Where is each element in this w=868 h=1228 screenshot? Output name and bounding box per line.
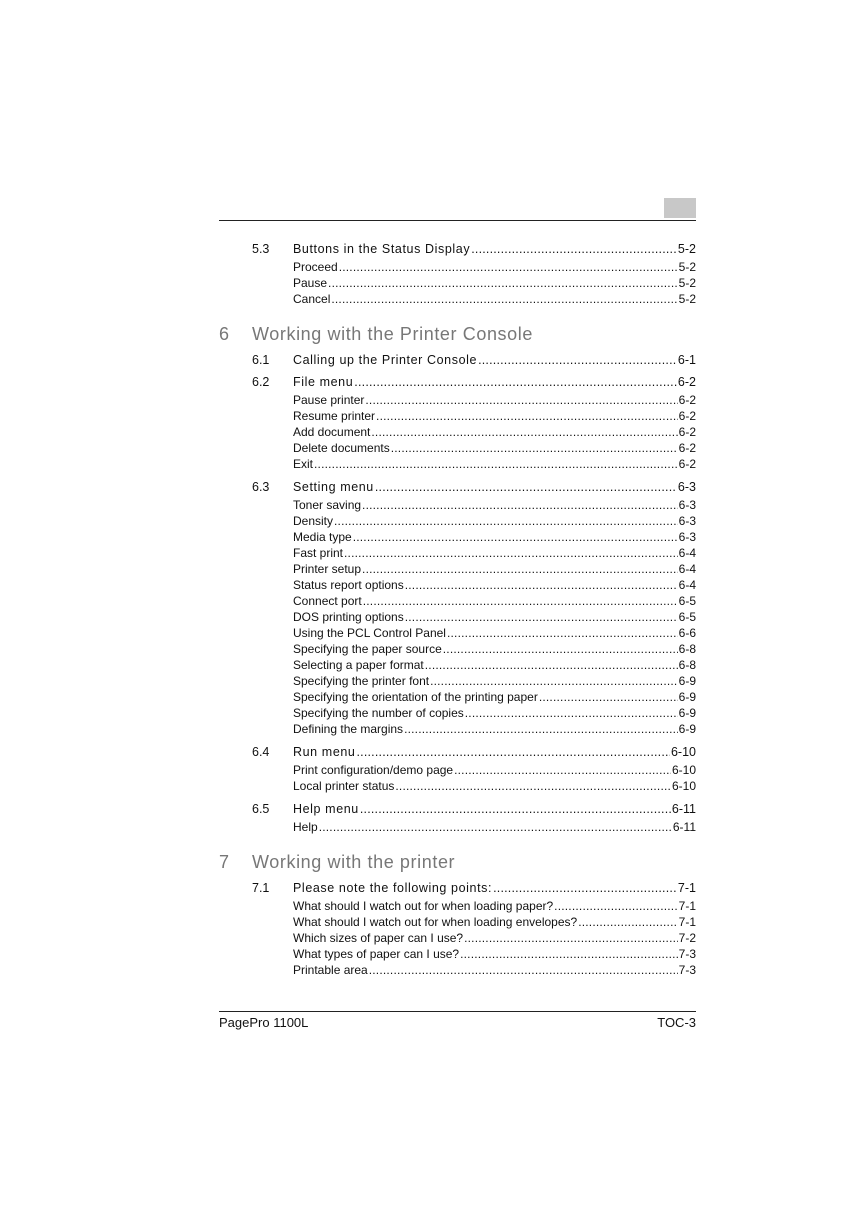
chapter-title: Working with the printer bbox=[252, 852, 456, 872]
toc-item[interactable] bbox=[219, 673, 696, 689]
toc-item[interactable] bbox=[219, 440, 696, 456]
toc-item[interactable] bbox=[219, 456, 696, 472]
leader-dots bbox=[344, 545, 678, 561]
item-title: Toner saving bbox=[293, 498, 362, 512]
page-number: 6-10 bbox=[670, 745, 696, 759]
leader-dots bbox=[369, 962, 678, 978]
page-number: 6-8 bbox=[678, 642, 696, 656]
leader-dots bbox=[339, 259, 678, 275]
page-number: 6-5 bbox=[678, 594, 696, 608]
leader-dots bbox=[391, 440, 678, 456]
item-title: Printer setup bbox=[293, 562, 362, 576]
toc-item[interactable] bbox=[219, 545, 696, 561]
toc-item[interactable] bbox=[219, 497, 696, 513]
leader-dots bbox=[478, 352, 677, 368]
item-title: Media type bbox=[293, 530, 352, 544]
item-title: Cancel bbox=[293, 292, 331, 306]
leader-dots bbox=[354, 374, 677, 390]
leader-dots bbox=[371, 424, 677, 440]
leader-dots bbox=[465, 705, 678, 721]
leader-dots bbox=[360, 801, 671, 817]
section-title: Setting menu bbox=[293, 480, 374, 494]
section-number: 6.2 bbox=[252, 375, 270, 389]
toc-item[interactable] bbox=[219, 898, 696, 914]
page-number: 6-4 bbox=[678, 578, 696, 592]
toc-section-6-1[interactable] bbox=[219, 352, 696, 368]
section-title: File menu bbox=[293, 375, 354, 389]
section-title: Please note the following points: bbox=[293, 881, 493, 895]
leader-dots bbox=[365, 392, 677, 408]
toc-item[interactable] bbox=[219, 721, 696, 737]
toc-item[interactable] bbox=[219, 593, 696, 609]
page-number: 6-2 bbox=[678, 425, 696, 439]
page-number: 5-2 bbox=[677, 242, 696, 256]
item-title: Specifying the printer font bbox=[293, 674, 430, 688]
header-tab-marker bbox=[664, 198, 696, 218]
leader-dots bbox=[395, 778, 671, 794]
leader-dots bbox=[353, 529, 678, 545]
page-number: 7-3 bbox=[678, 947, 696, 961]
leader-dots bbox=[362, 561, 678, 577]
page-footer bbox=[219, 1014, 696, 1032]
toc-item[interactable] bbox=[219, 513, 696, 529]
section-title: Buttons in the Status Display bbox=[293, 242, 471, 256]
leader-dots bbox=[404, 721, 678, 737]
section-number: 6.1 bbox=[252, 353, 270, 367]
chapter-number: 7 bbox=[219, 852, 230, 872]
toc-section-6-2[interactable] bbox=[219, 374, 696, 390]
page-number: 6-3 bbox=[678, 514, 696, 528]
page-number: 5-2 bbox=[678, 260, 696, 274]
page-number: 7-3 bbox=[678, 963, 696, 977]
toc-item[interactable] bbox=[219, 705, 696, 721]
page-number: 6-2 bbox=[678, 457, 696, 471]
item-title: Help bbox=[293, 820, 318, 834]
page-number: 6-10 bbox=[671, 779, 696, 793]
item-title: Print configuration/demo page bbox=[293, 763, 454, 777]
item-title: DOS printing options bbox=[293, 610, 404, 624]
item-title: Local printer status bbox=[293, 779, 395, 793]
leader-dots bbox=[443, 641, 678, 657]
page-number: 6-2 bbox=[678, 441, 696, 455]
leader-dots bbox=[319, 819, 672, 835]
leader-dots bbox=[554, 898, 677, 914]
toc-item[interactable] bbox=[219, 657, 696, 673]
item-title: Proceed bbox=[293, 260, 338, 274]
item-title: Printable area bbox=[293, 963, 368, 977]
section-title: Calling up the Printer Console bbox=[293, 353, 478, 367]
header-rule bbox=[219, 220, 696, 221]
page-number: 6-8 bbox=[678, 658, 696, 672]
leader-dots bbox=[454, 762, 671, 778]
toc-item[interactable] bbox=[219, 962, 696, 978]
leader-dots bbox=[430, 673, 678, 689]
leader-dots bbox=[405, 577, 678, 593]
leader-dots bbox=[331, 291, 677, 307]
toc-item[interactable] bbox=[219, 930, 696, 946]
footer-page-number: TOC-3 bbox=[657, 1015, 696, 1030]
item-title: What should I watch out for when loading paper? bbox=[293, 899, 554, 913]
page-number: 6-11 bbox=[671, 802, 696, 816]
page-number: 6-5 bbox=[678, 610, 696, 624]
page-number: 5-2 bbox=[678, 292, 696, 306]
item-title: What types of paper can I use? bbox=[293, 947, 460, 961]
page-number: 6-4 bbox=[678, 562, 696, 576]
item-title: Which sizes of paper can I use? bbox=[293, 931, 464, 945]
page-number: 6-4 bbox=[678, 546, 696, 560]
leader-dots bbox=[578, 914, 677, 930]
toc-item[interactable] bbox=[219, 275, 696, 291]
toc-section-7-1[interactable] bbox=[219, 880, 696, 896]
section-number: 6.4 bbox=[252, 745, 270, 759]
item-title: Pause bbox=[293, 276, 328, 290]
chapter-title: Working with the Printer Console bbox=[252, 324, 533, 344]
section-number: 6.3 bbox=[252, 480, 270, 494]
toc-item[interactable] bbox=[219, 946, 696, 962]
leader-dots bbox=[362, 497, 678, 513]
item-title: Specifying the number of copies bbox=[293, 706, 464, 720]
footer-product-name: PagePro 1100L bbox=[219, 1015, 309, 1030]
page-number: 6-3 bbox=[678, 498, 696, 512]
section-number: 5.3 bbox=[252, 242, 270, 256]
leader-dots bbox=[464, 930, 678, 946]
item-title: Specifying the paper source bbox=[293, 642, 442, 656]
page-number: 7-1 bbox=[678, 915, 696, 929]
chapter-number: 6 bbox=[219, 324, 230, 344]
page-number: 6-11 bbox=[672, 820, 696, 834]
page-number: 6-9 bbox=[678, 722, 696, 736]
page-number: 6-10 bbox=[671, 763, 696, 777]
page-number: 6-9 bbox=[678, 674, 696, 688]
leader-dots bbox=[376, 408, 678, 424]
toc-section-6-3[interactable] bbox=[219, 479, 696, 495]
page-number: 6-2 bbox=[678, 409, 696, 423]
item-title: Resume printer bbox=[293, 409, 376, 423]
leader-dots bbox=[471, 241, 677, 257]
toc-chapter-7[interactable] bbox=[219, 850, 696, 874]
item-title: Specifying the orientation of the printing paper bbox=[293, 690, 538, 704]
leader-dots bbox=[356, 744, 669, 760]
item-title: Connect port bbox=[293, 594, 362, 608]
leader-dots bbox=[447, 625, 678, 641]
toc-item[interactable] bbox=[219, 914, 696, 930]
leader-dots bbox=[375, 479, 677, 495]
toc-item[interactable] bbox=[219, 625, 696, 641]
toc-section-6-4[interactable] bbox=[219, 744, 696, 760]
item-title: Exit bbox=[293, 457, 314, 471]
toc-section-6-5[interactable] bbox=[219, 801, 696, 817]
toc-item[interactable] bbox=[219, 778, 696, 794]
toc-item[interactable] bbox=[219, 259, 696, 275]
item-title: Using the PCL Control Panel bbox=[293, 626, 446, 640]
item-title: Density bbox=[293, 514, 334, 528]
toc-item[interactable] bbox=[219, 641, 696, 657]
item-title: What should I watch out for when loading envelopes? bbox=[293, 915, 578, 929]
toc-item[interactable] bbox=[219, 819, 696, 835]
leader-dots bbox=[405, 609, 678, 625]
toc-item[interactable] bbox=[219, 408, 696, 424]
leader-dots bbox=[425, 657, 678, 673]
section-number: 7.1 bbox=[252, 881, 270, 895]
page-number: 6-9 bbox=[678, 706, 696, 720]
toc-item[interactable] bbox=[219, 424, 696, 440]
toc-item[interactable] bbox=[219, 529, 696, 545]
footer-rule bbox=[219, 1011, 696, 1012]
toc-item[interactable] bbox=[219, 609, 696, 625]
page-number: 6-3 bbox=[677, 480, 696, 494]
toc-section-5-3[interactable] bbox=[219, 241, 696, 257]
leader-dots bbox=[460, 946, 678, 962]
page-number: 6-9 bbox=[678, 690, 696, 704]
item-title: Status report options bbox=[293, 578, 404, 592]
page-number: 6-1 bbox=[677, 353, 696, 367]
section-number: 6.5 bbox=[252, 802, 270, 816]
page-number: 7-1 bbox=[677, 881, 696, 895]
leader-dots bbox=[539, 689, 678, 705]
toc-item[interactable] bbox=[219, 392, 696, 408]
item-title: Defining the margins bbox=[293, 722, 404, 736]
item-title: Fast print bbox=[293, 546, 344, 560]
page-number: 6-3 bbox=[678, 530, 696, 544]
item-title: Delete documents bbox=[293, 441, 390, 455]
toc-item[interactable] bbox=[219, 762, 696, 778]
page-number: 5-2 bbox=[678, 276, 696, 290]
toc-item[interactable] bbox=[219, 689, 696, 705]
page-number: 6-2 bbox=[678, 393, 696, 407]
leader-dots bbox=[363, 593, 678, 609]
section-title: Help menu bbox=[293, 802, 359, 816]
toc-item[interactable] bbox=[219, 561, 696, 577]
leader-dots bbox=[493, 880, 677, 896]
item-title: Add document bbox=[293, 425, 371, 439]
page-number: 7-2 bbox=[678, 931, 696, 945]
leader-dots bbox=[328, 275, 678, 291]
page-number: 6-6 bbox=[678, 626, 696, 640]
leader-dots bbox=[314, 456, 678, 472]
section-title: Run menu bbox=[293, 745, 356, 759]
toc-chapter-6[interactable] bbox=[219, 322, 696, 346]
page-number: 7-1 bbox=[678, 899, 696, 913]
item-title: Selecting a paper format bbox=[293, 658, 424, 672]
leader-dots bbox=[334, 513, 678, 529]
page-number: 6-2 bbox=[677, 375, 696, 389]
item-title: Pause printer bbox=[293, 393, 365, 407]
toc-item[interactable] bbox=[219, 577, 696, 593]
toc-item[interactable] bbox=[219, 291, 696, 307]
